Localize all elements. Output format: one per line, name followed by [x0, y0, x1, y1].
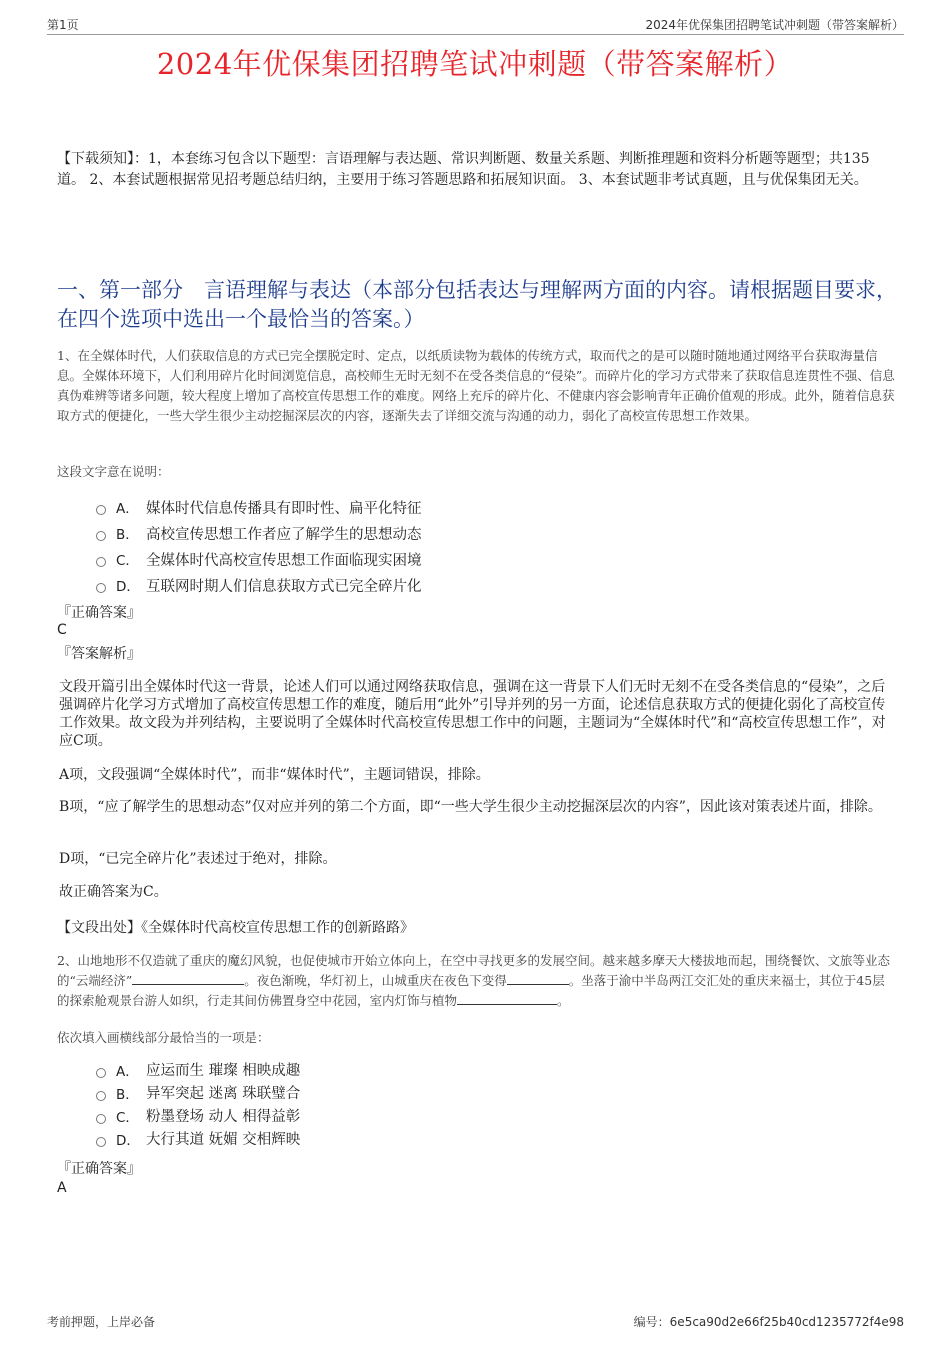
- question-2-prompt: 依次填入画横线部分最恰当的一项是：: [57, 1030, 270, 1045]
- radio-icon[interactable]: [96, 505, 106, 515]
- analysis-label: 『答案解析』: [57, 646, 141, 662]
- option-text: 高校宣传思想工作者应了解学生的思想动态: [146, 526, 422, 543]
- option-a[interactable]: A． 应运而生 璀璨 相映成趣: [96, 1058, 300, 1081]
- passage-source: 【文段出处】《全媒体时代高校宣传思想工作的创新路路》: [57, 920, 414, 936]
- option-b[interactable]: B． 异军突起 迷离 珠联璧合: [96, 1081, 300, 1104]
- radio-icon[interactable]: [96, 1137, 106, 1147]
- correct-answer-label: 『正确答案』: [57, 605, 141, 621]
- question-1-text: 1、在全媒体时代，人们获取信息的方式已完全摆脱定时、定点，以纸质读物为载体的传统方式，取而代之的是可以随时随地通过网络平台获取海量信息。全媒体环境下，人们利用碎片化时间浏览信息，高校师生无时无刻不在受各类信息的“侵染”。而碎片化的学习方式带来了获取信息连贯性不强、信息真伪难辨等诸多问题，较大程度上增加了高校宣传思想工作的难度。网络上充斥的碎片化、不健康内容会影响青年正确价值观的形成。此外，随着信息获取方式的便捷化，一些大学生很少主动挖掘深层次的内容，逐渐失去了详细交流与沟通的动力，弱化了高校宣传思想工作效果。: [57, 348, 895, 423]
- option-text: 异军突起 迷离 珠联璧合: [146, 1086, 301, 1102]
- correct-answer: A: [57, 1180, 67, 1196]
- option-text: 全媒体时代高校宣传思想工作面临现实困境: [146, 552, 422, 569]
- question-2-options: [96, 1058, 300, 1150]
- download-notice: 【下载须知】：1，本套练习包含以下题型：言语理解与表达题、常识判断题、数量关系题、判断推理题和资料分析题等题型；共135道。 2、本套试题根据常见招考题总结归纳，主要用于练习答题思路和拓展知识面。 3、本套试题非考试真题，且与优保集团无关。: [57, 151, 870, 188]
- radio-icon[interactable]: [96, 583, 106, 593]
- radio-icon[interactable]: [96, 531, 106, 541]
- option-text: 粉墨登场 动人 相得益彰: [146, 1109, 301, 1125]
- footer-slogan: 考前押题，上岸必备: [47, 1315, 156, 1329]
- analysis-paragraph-4: D项，“已完全碎片化”表述过于绝对，排除。: [59, 851, 337, 867]
- question-2-text: 2、山地地形不仅造就了重庆的魔幻风貌，也促使城市开始立体向上，在空中寻找更多的发展空间。越来越多摩天大楼拔地而起，围绕餐饮、文旅等业态的“云端经济” 。夜色渐晚，华灯初上，山城重庆在夜色下变得 。坐落于渝中半岛两江交汇处的重庆来福士，其位于45层的探索舱观景台游人如织，行走其间仿佛置身空中花园，室内灯饰与植物 。: [57, 953, 890, 1008]
- page-title: 2024年优保集团招聘笔试冲刺题（带答案解析）: [156, 47, 794, 81]
- analysis-paragraph-1: 文段开篇引出全媒体时代这一背景，论述人们可以通过网络获取信息，强调在这一背景下人们无时无刻不在受各类信息的“侵染”，之后强调碎片化学习方式增加了高校宣传思想工作的难度，随后用“此外”引导并列的另一方面，论述信息获取方式的便捷化弱化了高校宣传工作效果。故文段为并列结构，主要说明了全媒体时代高校宣传思想工作中的问题，主题词为“全媒体时代”和“高校宣传思想工作”，对应C项。: [59, 679, 886, 749]
- fill-blank-1[interactable]: [132, 971, 244, 985]
- page-header: [47, 14, 904, 35]
- option-text: 应运而生 璀璨 相映成趣: [146, 1063, 301, 1079]
- option-a[interactable]: A． 媒体时代信息传播具有即时性、扁平化特征: [96, 494, 422, 520]
- analysis-paragraph-5: 故正确答案为C。: [59, 884, 168, 900]
- option-text: 大行其道 妩媚 交相辉映: [146, 1132, 301, 1148]
- radio-icon[interactable]: [96, 557, 106, 567]
- radio-icon[interactable]: [96, 1114, 106, 1124]
- correct-answer: C: [57, 622, 67, 638]
- option-c[interactable]: C． 全媒体时代高校宣传思想工作面临现实困境: [96, 546, 422, 572]
- page-number: 第1页: [47, 18, 79, 32]
- option-text: 媒体时代信息传播具有即时性、扁平化特征: [146, 500, 422, 517]
- option-b[interactable]: B． 高校宣传思想工作者应了解学生的思想动态: [96, 520, 422, 546]
- analysis-paragraph-3: B项，“应了解学生的思想动态”仅对应并列的第二个方面，即“一些大学生很少主动挖掘深层次的内容”，因此该对策表述片面，排除。: [59, 799, 882, 815]
- section-heading: 一、第一部分 言语理解与表达（本部分包括表达与理解两方面的内容。请根据题目要求，在四个选项中选出一个最恰当的答案。）: [57, 278, 897, 331]
- option-text: 互联网时期人们信息获取方式已完全碎片化: [146, 578, 422, 595]
- option-c[interactable]: C． 粉墨登场 动人 相得益彰: [96, 1104, 300, 1127]
- option-d[interactable]: D． 互联网时期人们信息获取方式已完全碎片化: [96, 572, 422, 598]
- header-doc-title: 2024年优保集团招聘笔试冲刺题（带答案解析）: [645, 18, 904, 32]
- fill-blank-2[interactable]: [507, 971, 569, 985]
- analysis-paragraph-2: A项，文段强调“全媒体时代”，而非“媒体时代”，主题词错误，排除。: [59, 767, 490, 783]
- question-1-options: [96, 494, 422, 598]
- option-d[interactable]: D． 大行其道 妩媚 交相辉映: [96, 1127, 300, 1150]
- fill-blank-3[interactable]: [457, 991, 557, 1005]
- document-code: 编号：6e5ca90d2e66f25b40cd1235772f4e98: [633, 1315, 904, 1329]
- correct-answer-label: 『正确答案』: [57, 1161, 141, 1177]
- radio-icon[interactable]: [96, 1091, 106, 1101]
- question-1-prompt: 这段文字意在说明：: [57, 464, 170, 479]
- radio-icon[interactable]: [96, 1068, 106, 1078]
